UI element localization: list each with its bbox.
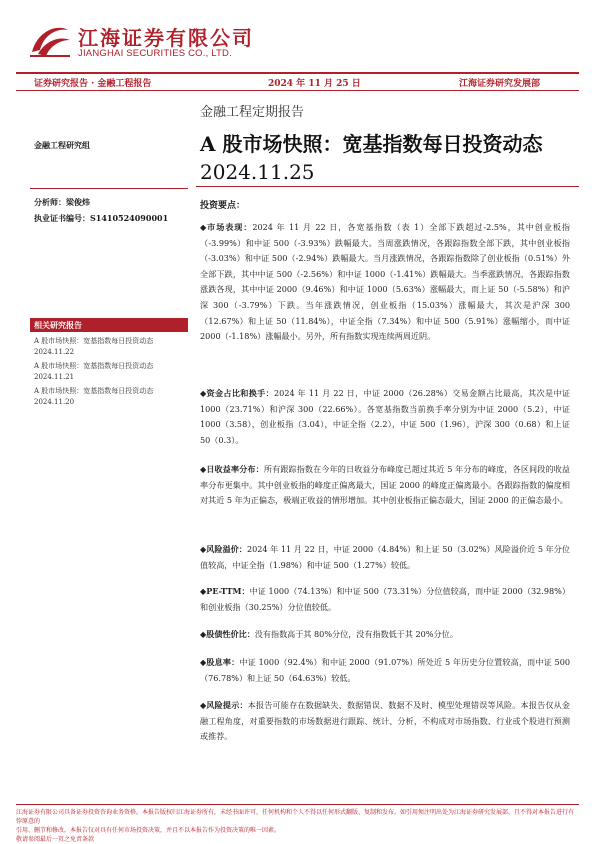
point-text: 2024 年 11 月 22 日，中证 2000（26.28%）交易金额占比最高，其次是中证 1000（23.71%）和沪深 300（22.66%）。各宽基指数当前换手率分别为中证 2000（5.2），中证 1000（3.58），创业板指（3.04），中证全指（2.2），中证 500（1.96），沪深 300（0.68）和上证 50（0.3）。	[200, 388, 570, 445]
related-reports-header: 相关研究报告	[30, 318, 188, 332]
point-lead: ◆股债性价比：	[200, 629, 255, 639]
point-text: 2024 年 11 月 22 日，中证 2000（4.84%）和上证 50（3.02%）风险溢价近 5 年分位值较高，中证全指（1.98%）和中证 500（1.27%）较低。	[200, 544, 570, 570]
point-text: 所有跟踪指数在今年的日收益分布峰度已超过其近 5 年分布的峰度，各区间段的收益率分布更集中。其中创业板指的峰度正偏离最大，国证 2000 的峰度正偏离最小。各跟踪指数的偏度相对其近 5 年为正偏态，极端正收益的情形增加。其中创业板指正偏态最大，国证 2000 的正偏态最小。	[200, 464, 570, 506]
point-market-performance	[200, 220, 570, 345]
key-points-heading: 投资要点：	[200, 201, 246, 211]
point-capital-turnover	[200, 386, 570, 448]
footer-disclaimer	[16, 808, 579, 844]
point-risk-warning	[200, 698, 570, 745]
point-lead: ◆股息率：	[200, 657, 240, 667]
point-equity-bond-ratio	[200, 627, 570, 643]
research-group: 金融工程研究组	[34, 140, 90, 150]
header-top-rule	[16, 72, 579, 74]
point-lead: ◆风险溢价：	[200, 544, 247, 554]
point-lead: ◆PE-TTM：	[200, 586, 250, 596]
analyst-name: 分析师：梁俊炜	[34, 197, 90, 207]
point-lead: ◆市场表现：	[200, 222, 253, 232]
report-subtitle: 金融工程定期报告	[200, 105, 305, 120]
footer-line-2: 引用、删节和修改。本报告仅对具有任何市场投资决策，并且不以本报告作为投资决策的唯一因素。	[16, 827, 281, 834]
header-bottom-rule	[16, 90, 579, 91]
sidebar-rule	[30, 188, 188, 189]
footer-line-1: 江海证券有限公司具备证券投资咨询业务资格。本报告版权归江海证券所有，未经书面许可，任何机构和个人不得以任何形式翻版、复制和发布。如引用须注明出处为江海证券研究发展部，且不得对本报告进行有悖原意的	[16, 809, 575, 825]
title-rule	[196, 186, 579, 187]
company-logo-icon	[28, 20, 72, 60]
point-risk-premium	[200, 542, 570, 573]
point-text: 中证 1000（92.4%）和中证 2000（91.07%）所处近 5 年历史分位置较高，而中证 500（76.78%）和上证 50（64.63%）较低。	[200, 657, 571, 683]
header-report-type: 证券研究报告 · 金融工程报告	[34, 79, 152, 89]
report-date: 2024.11.25	[200, 160, 315, 184]
point-lead: ◆资金占比和换手：	[200, 388, 275, 398]
report-title: A 股市场快照：宽基指数每日投资动态	[200, 132, 543, 156]
company-name-cn: 江海证券有限公司	[78, 26, 254, 50]
footer-line-3: 敬请参阅最后一页之免责条款	[16, 836, 95, 843]
point-text: 2024 年 11 月 22 日，各宽基指数（表 1）全部下跌超过-2.5%，其中创业板指（-3.99%）和中证 500（-3.93%）跌幅最大。当周涨跌情况，各跟踪指数全部下跌，其中创业板指（-3.03%）和中证 500（-2.94%）跌幅最大。当月涨跌情况，各跟踪指数除了创业板指（0.51%）外全部下跌，其中中证 500（-2.56%）和中证 1000（-1.41%）跌幅最大。当季涨跌情况，各跟踪指数涨跌各现，其中中证 2000（9.46%）和中证 1000（5.63%）涨幅最大，而上证 50（-5.58%）和沪深 300（-3.79%）下跌。当年涨跌情况，创业板指（15.03%）涨幅最大，其次是沪深 300（12.67%）和上证 50（11.84%），中证全指（7.34%）和中证 500（5.91%）涨幅缩小，而中证 2000（-1.18%）涨幅最小。另外，所有指数实现连续两周近阴。	[200, 222, 570, 342]
analyst-cert: 执业证书编号：S1410524090001	[34, 213, 169, 223]
footer-rule	[16, 804, 579, 805]
point-lead: ◆日收益率分布：	[200, 464, 264, 474]
header-department: 江海证券研究发展部	[459, 79, 541, 89]
point-return-distribution	[200, 462, 570, 509]
related-report-item[interactable]: A 股市场快照：宽基指数每日投资动态 2024.11.22	[34, 337, 154, 356]
point-pe-ttm	[200, 584, 570, 615]
related-report-item[interactable]: A 股市场快照：宽基指数每日投资动态 2024.11.20	[34, 387, 154, 406]
point-text: 中证 1000（74.13%）和中证 500（73.31%）分位值较高，而中证 2000（32.98%）和创业板指（30.25%）分位值较低。	[200, 586, 570, 612]
point-text: 本报告可能存在数据缺失、数据错误、数据不及时、模型处理错误等风险。本报告仅从金融工程角度，对重要指数的市场数据进行跟踪、统计、分析，不构成对市场指数、行业或个股进行预测或推荐。	[200, 700, 570, 742]
related-report-item[interactable]: A 股市场快照：宽基指数每日投资动态 2024.11.21	[34, 362, 154, 381]
header-date: 2024 年 11 月 25 日	[268, 79, 361, 89]
point-dividend-yield	[200, 655, 570, 686]
point-lead: ◆风险提示：	[200, 700, 248, 710]
company-name-en: JIANGHAI SECURITIES CO., LTD.	[78, 48, 232, 59]
point-text: 没有指数高于其 80%分位，没有指数低于其 20%分位。	[254, 629, 458, 639]
